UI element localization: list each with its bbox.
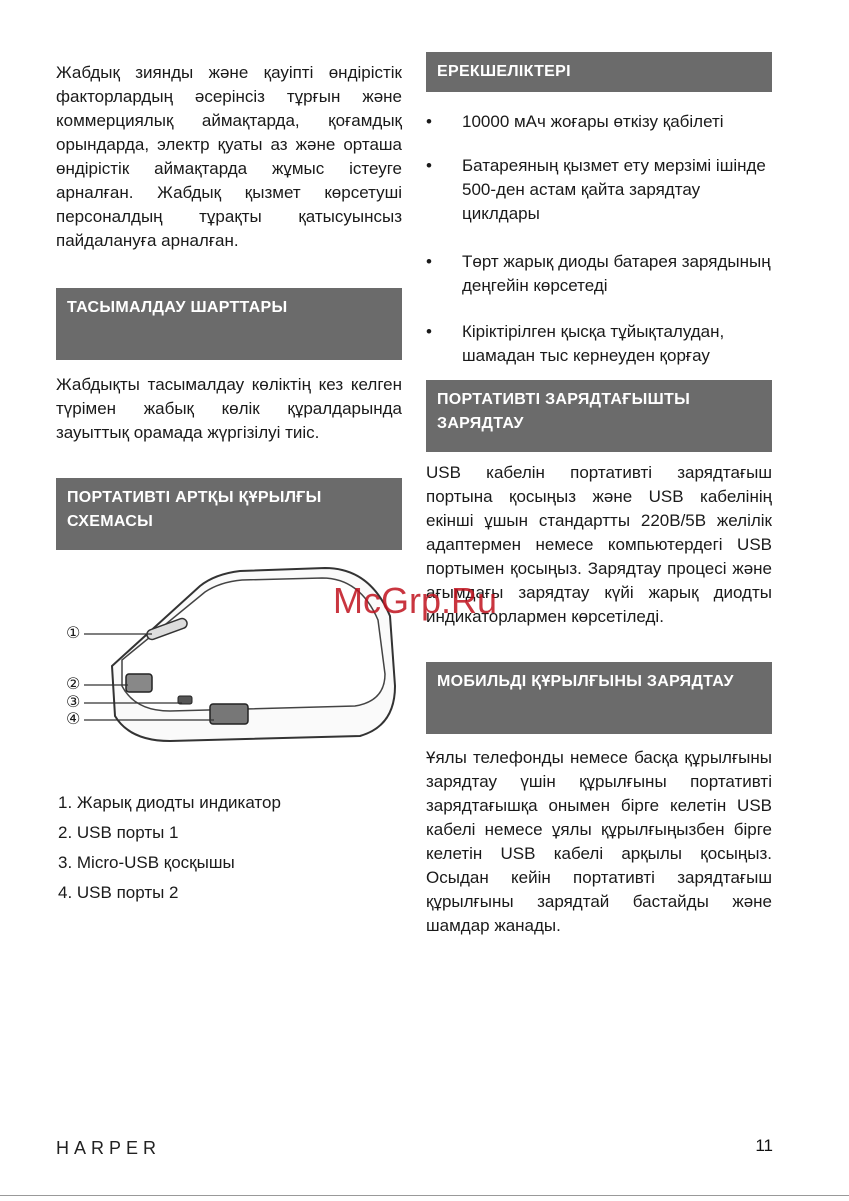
part-item-2: 2. USB порты 1	[58, 823, 179, 842]
charge-powerbank-heading: ПОРТАТИВТІ ЗАРЯДТАҒЫШТЫ ЗАРЯДТАУ	[426, 380, 772, 452]
feature-item	[426, 110, 772, 134]
bullet-icon: •	[426, 252, 432, 271]
parts-list	[58, 788, 281, 908]
transport-paragraph: Жабдықты тасымалдау көліктің кез келген түрімен жабық көлік құралдарында зауыттық орамада жүргізілуі тиіс.	[56, 375, 402, 442]
bullet-icon: •	[426, 112, 432, 131]
harper-logo: HARPER	[56, 1138, 162, 1158]
watermark-text: McGrp.Ru	[333, 580, 498, 621]
charge-mobile-heading: МОБИЛЬДІ ҚҰРЫЛҒЫНЫ ЗАРЯДТАУ	[426, 662, 772, 734]
scheme-heading: ПОРТАТИВТІ АРТҚЫ ҚҰРЫЛҒЫ СХЕМАСЫ	[56, 478, 402, 550]
part-item-3: 3. Micro-USB қосқышы	[58, 853, 235, 872]
callout-1: ①	[66, 625, 81, 642]
features-heading: ЕРЕКШЕЛІКТЕРІ	[426, 52, 772, 92]
charge-mobile-paragraph: Ұялы телефонды немесе басқа құрылғыны зарядтау үшін құрылғыны портативті зарядтағышқа онымен бірге келетін USB кабелі немесе ұялы құрылғыңызбен бірге келетін USB кабелі арқылы қосыңыз. Осыдан кейін портативті зарядтағыш құрылғыны зарядтай бастайды және шамдар жанады.	[426, 748, 772, 935]
feature-item	[426, 320, 772, 368]
bullet-icon: •	[426, 156, 432, 175]
feature-text: Батареяның қызмет ету мерзімі ішінде 500-ден астам қайта зарядтау циклдары	[462, 156, 766, 223]
callout-2: ②	[66, 676, 81, 693]
bullet-icon: •	[426, 322, 432, 341]
page-number: 11	[755, 1136, 773, 1155]
feature-text: Төрт жарық диоды батарея зарядының деңгейін көрсетеді	[462, 252, 771, 295]
feature-item	[426, 250, 772, 298]
part-item-1: 1. Жарық диодты индикатор	[58, 793, 281, 812]
charge-powerbank-paragraph: USB кабелін портативті зарядтағыш портына қосыңыз және USB кабелінің екінші ұшын стандартты 220В/5В желілік адаптермен немесе компьютердегі USB портымен қосыңыз. Зарядтау процесі және ағымдағы зарядтау күйі жарық диодты индикаторлармен көрсетіледі.	[426, 463, 772, 626]
intro-paragraph: Жабдық зиянды және қауіпті өндірістік факторлардың әсерінсіз тұрғын және коммерциялық аймақтарда, қоғамдық орындарда, электр қуаты аз және орташа өндірістік аймақтарда жұмыс істеуге арналған. Жабдық қызмет көрсетуші персоналдың тұрақты қатысуынсыз пайдалануға арналған.	[56, 63, 402, 250]
bottom-rule	[0, 1195, 849, 1196]
callout-4: ④	[66, 711, 81, 728]
part-item-4: 4. USB порты 2	[58, 883, 179, 902]
feature-text: 10000 мАч жоғары өткізу қабілеті	[462, 112, 724, 131]
feature-item	[426, 154, 772, 226]
transport-heading: ТАСЫМАЛДАУ ШАРТТАРЫ	[56, 288, 402, 360]
callout-3: ③	[66, 694, 81, 711]
feature-text: Кірiктiрiлген қысқа тұйықталудан, шамадан тыс кернеуден қорғау	[462, 322, 725, 365]
